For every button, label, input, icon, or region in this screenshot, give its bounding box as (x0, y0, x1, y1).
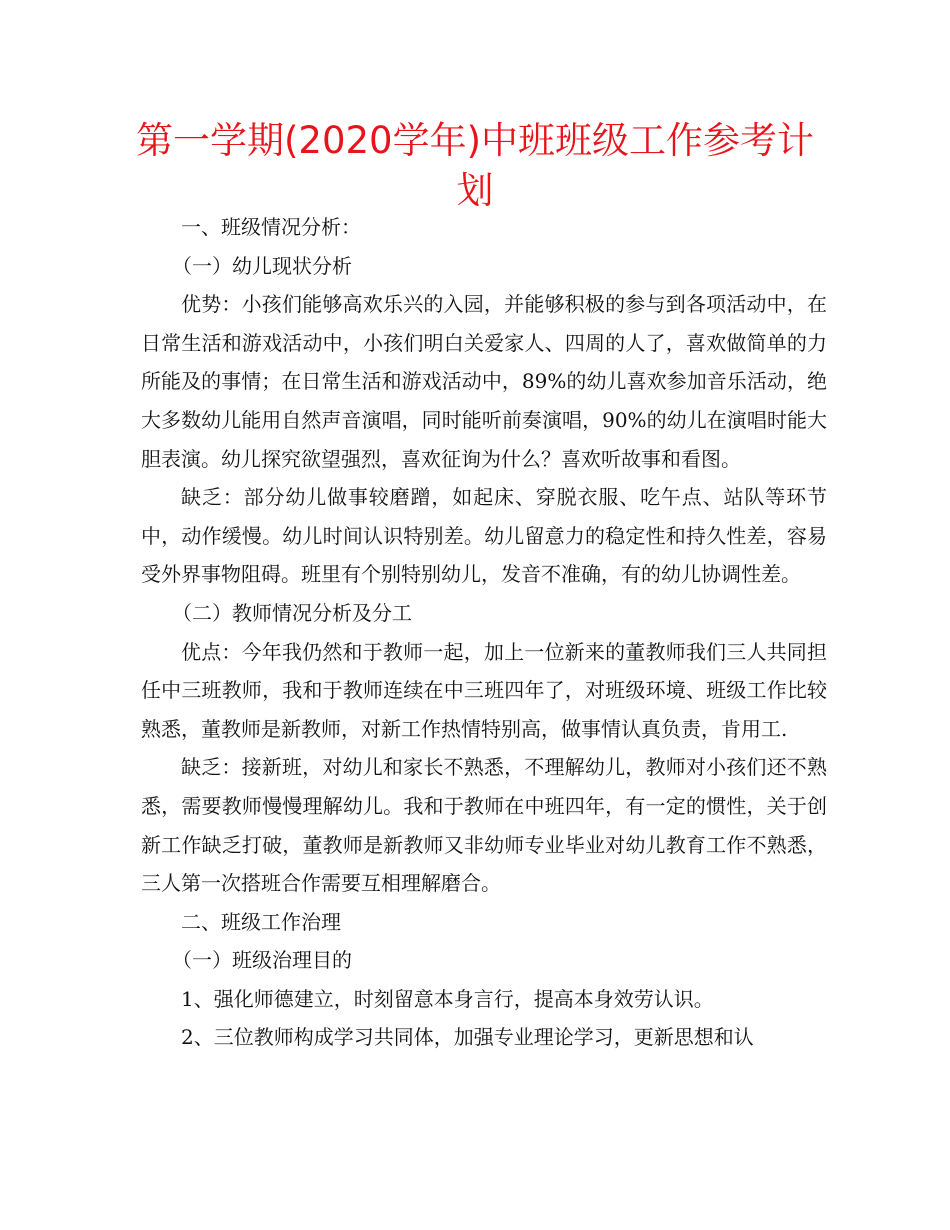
paragraph-weaknesses: 缺乏：部分幼儿做事较磨蹭，如起床、穿脱衣服、吃午点、站队等环节中，动作缓慢。幼儿时间认识特别差。幼儿留意力的稳定性和持久性差，容易受外界事物阻碍。班里有个别特别幼儿，发音不准确，有的幼儿协调性差。 (141, 485, 827, 587)
subsection-heading-2-1: （一）班级治理目的 (172, 948, 352, 973)
list-item-2: 2、三位教师构成学习共同体，加强专业理论学习，更新思想和认 (181, 1025, 754, 1050)
list-item-1: 1、强化师德建立，时刻留意本身言行，提高本身效劳认识。 (181, 986, 714, 1011)
section-heading-1: 一、班级情况分析： (181, 215, 361, 239)
paragraph-teacher-weaknesses: 缺乏：接新班，对幼儿和家长不熟悉，不理解幼儿，教师对小孩们还不熟悉，需要教师慢慢理解幼儿。我和于教师在中班四年，有一定的惯性，关于创新工作缺乏打破，董教师是新教师又非幼师专业毕业对幼儿教育工作不熟悉，三人第一次搭班合作需要互相理解磨合。 (141, 755, 827, 896)
document-title: 第一学期(2020学年)中班班级工作参考计划 (135, 119, 815, 212)
subsection-heading-1-1: （一）幼儿现状分析 (172, 253, 352, 278)
paragraph-teacher-strengths: 优点：今年我仍然和于教师一起，加上一位新来的董教师我们三人共同担任中三班教师，我和于教师连续在中三班四年了，对班级环境、班级工作比较熟悉，董教师是新教师，对新工作热情特别高，做事情认真负责，肯用工. (141, 639, 827, 741)
document-body (141, 208, 827, 1057)
subsection-heading-1-2: （二）教师情况分析及分工 (172, 600, 412, 625)
paragraph-strengths: 优势：小孩们能够高欢乐兴的入园，并能够积极的参与到各项活动中，在日常生活和游戏活动中，小孩们明白关爱家人、四周的人了，喜欢做简单的力所能及的事情；在日常生活和游戏活动中，89%的幼儿喜欢参加音乐活动，绝大多数幼儿能用自然声音演唱，同时能听前奏演唱，90%的幼儿在演唱时能大胆表演。幼儿探究欲望强烈，喜欢征询为什么？喜欢听故事和看图。 (141, 292, 827, 471)
section-heading-2: 二、班级工作治理 (181, 909, 341, 934)
